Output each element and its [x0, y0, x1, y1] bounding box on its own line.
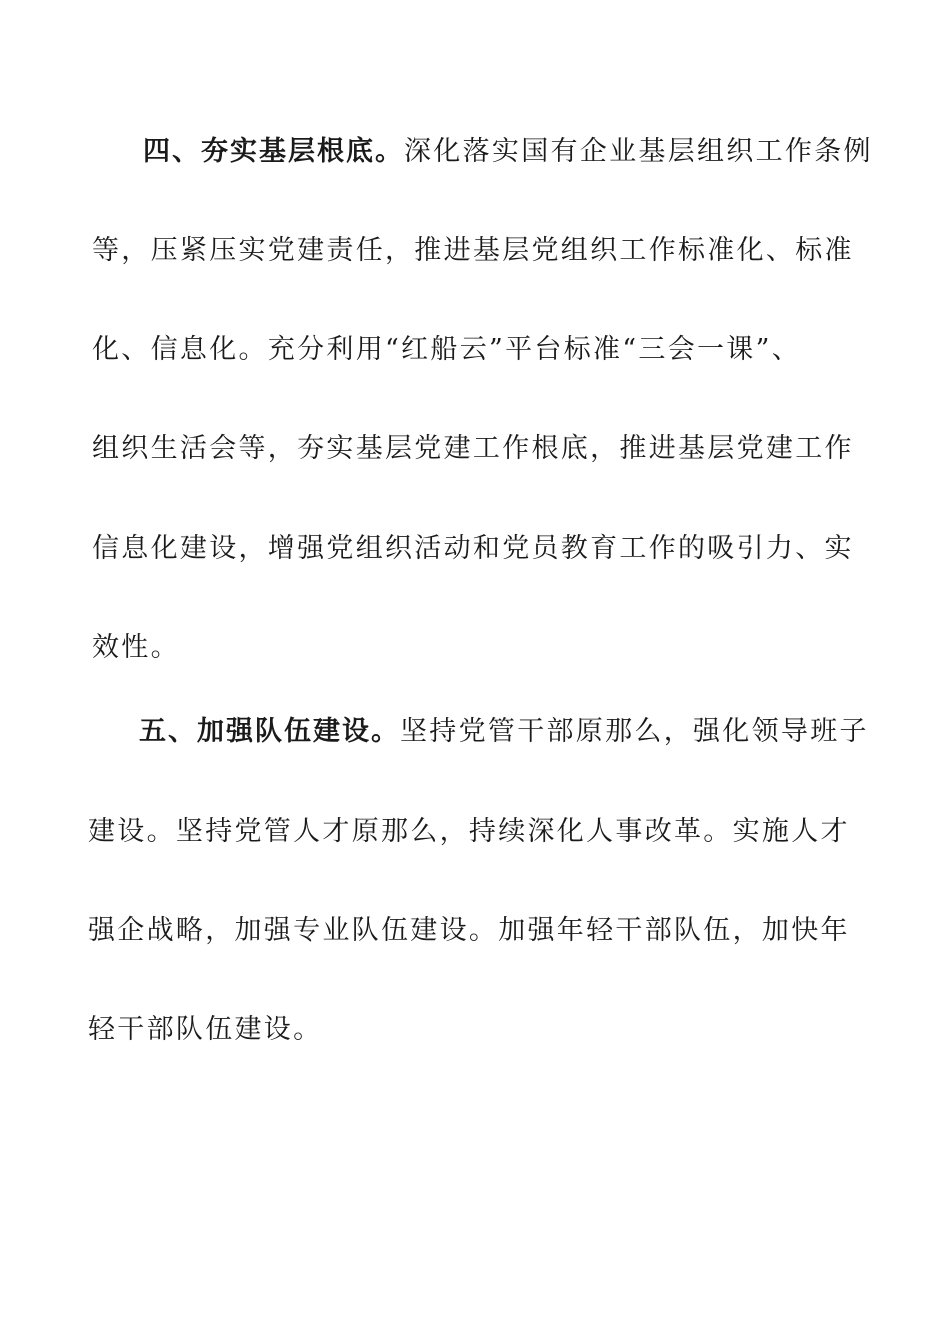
paragraph-line: 信息化建设，增强党组织活动和党员教育工作的吸引力、实: [92, 533, 854, 564]
paragraph-line: 化、信息化。充分利用“红船云”平台标准“三会一课”、: [92, 334, 802, 365]
paragraph-heading: 五、加强队伍建设。: [139, 716, 400, 747]
paragraph-line: 建设。坚持党管人才原那么，持续深化人事改革。实施人才: [88, 816, 850, 847]
paragraph-text: 深化落实国有企业基层组织工作条例: [404, 136, 873, 167]
paragraph-line: [139, 715, 869, 749]
paragraph-line: 轻干部队伍建设。: [88, 1014, 323, 1045]
paragraph-text: 坚持党管干部原那么，强化领导班子: [400, 716, 869, 747]
paragraph-line: 效性。: [92, 632, 180, 663]
paragraph-line: [143, 135, 873, 169]
paragraph-line: 强企战略，加强专业队伍建设。加强年轻干部队伍，加快年: [88, 915, 850, 946]
paragraph-heading: 四、夯实基层根底。: [143, 136, 404, 167]
paragraph-line: 组织生活会等，夯实基层党建工作根底，推进基层党建工作: [92, 433, 854, 464]
paragraph-line: 等，压紧压实党建责任，推进基层党组织工作标准化、标准: [92, 235, 854, 266]
